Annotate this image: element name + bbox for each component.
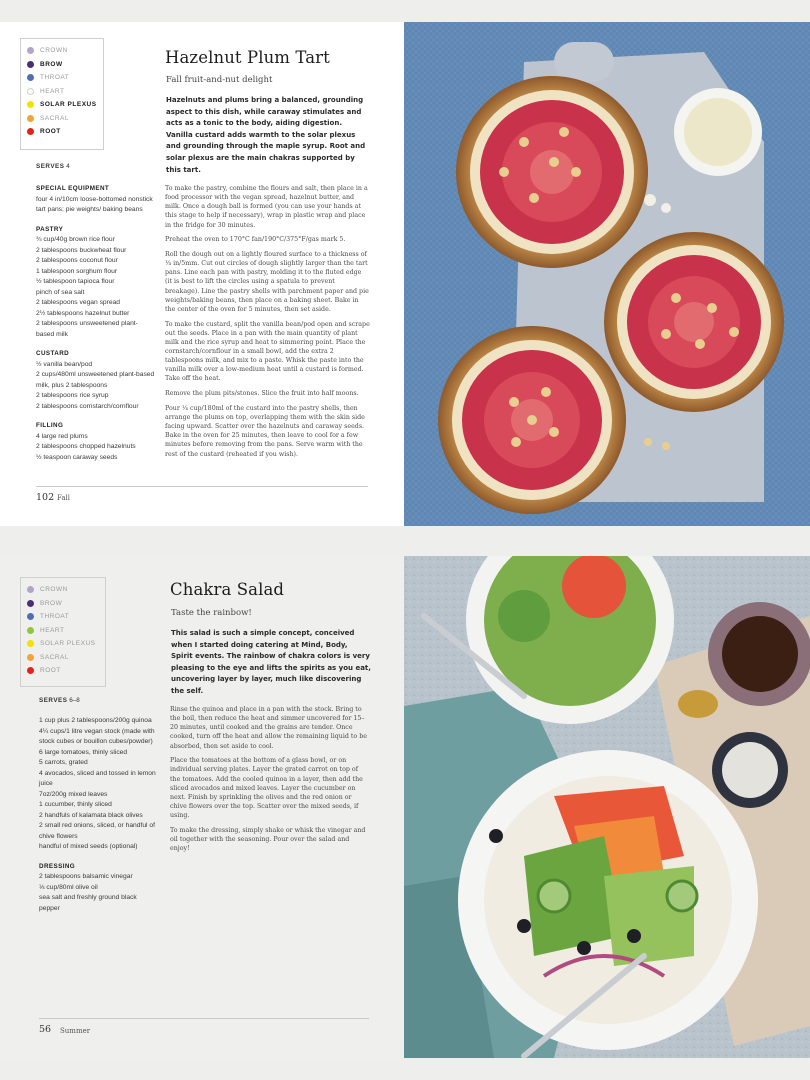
page-number: 56 xyxy=(39,1024,52,1035)
ingredient-line: 2 tablespoons buckwheat flour xyxy=(36,246,127,254)
method-step: Remove the plum pits/stones. Slice the fruit into half moons. xyxy=(165,390,359,398)
ingredient-line: 1 cucumber, thinly sliced xyxy=(39,801,112,808)
tart-1 xyxy=(456,76,648,268)
key-label: SOLAR PLEXUS xyxy=(40,101,97,109)
key-label: CROWN xyxy=(40,586,68,594)
chakra-key xyxy=(20,577,106,687)
heart-dot-icon xyxy=(27,627,34,634)
footer-rule xyxy=(39,1018,369,1019)
section-name: Fall xyxy=(57,494,71,502)
salad-text-page xyxy=(0,556,404,1058)
serves-info xyxy=(39,697,80,704)
key-item-heart xyxy=(27,624,99,638)
key-label: CROWN xyxy=(40,47,68,55)
ingredient-line: handful of mixed seeds (optional) xyxy=(39,843,138,850)
method-step: Roll the dough out on a lightly floured surface to a thickness of ¼ in/5mm. Cut out circles of dough slightly larger than the tart pans. Line each pan with pastry, molding it to the fluted edge (it is best to lift the circles using a spatula to prevent breakage). Line the pastry shells with parchment paper and pie weights/baking beans, then place on a baking sheet. Bake in the center of the oven for 5 minutes, then set aside. xyxy=(165,250,369,313)
ingredient-line: 6 large tomatoes, thinly sliced xyxy=(39,748,128,756)
tart-photo-image xyxy=(404,22,810,526)
root-dot-icon xyxy=(27,667,34,674)
tart-photo xyxy=(404,22,810,526)
chakra-key xyxy=(20,38,104,150)
key-item-crown xyxy=(27,583,99,597)
ingredient-line: 2 tablespoons rice syrup xyxy=(36,392,109,399)
serves-value: 4 xyxy=(66,163,70,170)
ingredient-line: 2 handfuls of kalamata black olives xyxy=(39,811,143,819)
key-label: BROW xyxy=(40,599,63,607)
key-item-solar-plexus xyxy=(27,98,97,112)
heart-dot-icon xyxy=(27,88,34,95)
solar-plexus-dot-icon xyxy=(27,101,34,108)
ingredient-line: 2 tablespoons vegan spread xyxy=(36,299,121,306)
key-label: SOLAR PLEXUS xyxy=(40,640,96,648)
salad-photo xyxy=(404,556,810,1058)
method-step: Place the tomatoes at the bottom of a glass bowl, or on individual serving plates. Layer the grated carrot on top of the tomatoes. Add the cooled quinoa in a layer, then add the sliced avocados and mixed leaves. Layer the cucumber on next. Finish by sprinkling the olives and the red onion or chive flowers over the top. Scatter over the mixed seeds, if using. xyxy=(170,757,363,820)
key-label: BROW xyxy=(40,60,63,68)
recipe-subtitle: Taste the rainbow! xyxy=(171,608,252,618)
method-text xyxy=(170,705,370,859)
ingredient-line: 1 cup plus 2 tablespoons/200g quinoa xyxy=(39,717,152,724)
key-label: ROOT xyxy=(40,128,61,136)
key-item-throat xyxy=(27,610,99,624)
ingredient-line: 2 cups/480ml unsweetened plant-based milk, plus 2 tablespoons xyxy=(36,371,155,389)
key-item-solar-plexus xyxy=(27,637,99,651)
ingredient-line: sea salt and freshly ground black pepper xyxy=(39,894,137,912)
ingredient-line: 2 tablespoons cornstarch/cornflour xyxy=(36,402,139,410)
ingredient-line: 2 tablespoons coconut flour xyxy=(36,257,118,264)
brow-dot-icon xyxy=(27,600,34,607)
sacral-dot-icon xyxy=(27,654,34,661)
salad-photo-image xyxy=(404,556,810,1058)
ingredient-line: 2 tablespoons unsweetened plant-based milk xyxy=(36,320,138,338)
crown-dot-icon xyxy=(27,47,34,54)
method-step: Pour ¼ cup/180ml of the custard into the pastry shells, then arrange the plums on top, overlapping them with the skin side facing upward. Scatter over the hazelnuts and caraway seeds. Bake in the oven for 25 minutes, then leave to cool for a few minutes before removing from the pans. Serve warm with the rest of the custard (reheated if you wish). xyxy=(165,404,365,458)
ingredient-line: 2 tablespoons balsamic vinegar xyxy=(39,873,133,880)
serves-label: SERVES xyxy=(39,697,68,704)
ingredient-line: 2 small red onions, sliced, or handful of chive flowers xyxy=(39,822,155,840)
key-item-sacral xyxy=(27,651,99,665)
salad-spread xyxy=(0,556,810,1058)
method-step: To make the pastry, combine the flours and salt, then place in a food processor with the vegan spread, hazelnut butter, and milk. Once a dough ball is formed (you can use your hands at this stage to help if necessary), wrap in plastic wrap and place in the fridge for 30 minutes. xyxy=(165,185,368,229)
method-step: Rinse the quinoa and place in a pan with the stock. Bring to the boil, then reduce the heat and simmer uncovered for 15–20 minutes, until cooked and the grains are tender. Once cooked, turn off the heat and allow the remaining liquid to be absorbed, then set aside to cool. xyxy=(170,706,367,750)
ingredient-line: 7oz/200g mixed leaves xyxy=(39,790,108,798)
ingredient-line: 1 tablespoon sorghum flour xyxy=(36,267,118,275)
root-dot-icon xyxy=(27,128,34,135)
ingredient-line: pinch of sea salt xyxy=(36,288,85,296)
serves-info xyxy=(36,163,70,170)
key-item-crown xyxy=(27,44,97,58)
ingredient-line: 2½ tablespoons hazelnut butter xyxy=(36,309,130,317)
recipe-title: Chakra Salad xyxy=(170,580,285,599)
recipe-intro: This salad is such a simple concept, conceived when I started doing catering at Mind, Body, Spirit events. The rainbow of chakra colors is very pleasing to the eye and lifts the spirits as you eat, uncovering layer by layer, much like discovering the self. xyxy=(171,629,371,695)
ingredient-line: ½ vanilla bean/pod xyxy=(36,360,93,368)
ingredient-line: 4¼ cups/1 litre vegan stock (made with stock cubes or bouillon cubes/powder) xyxy=(39,727,155,745)
ingredients-list xyxy=(36,184,156,463)
key-item-root xyxy=(27,125,97,139)
ingredients-heading: CUSTARD xyxy=(36,350,70,357)
throat-dot-icon xyxy=(27,613,34,620)
method-step: To make the dressing, simply shake or whisk the vinegar and oil together with the seasoning. Pour over the salad and enjoy! xyxy=(170,826,366,853)
crown-dot-icon xyxy=(27,586,34,593)
key-item-throat xyxy=(27,71,97,85)
key-label: SACRAL xyxy=(40,653,70,661)
method-step: To make the custard, split the vanilla bean/pod open and scrape out the seeds. Place in a pan with the main quantity of plant milk and the rice syrup and heat to simmering point. Place the cornstarch/cornflour in a small bowl, add the extra 2 tablespoons milk, and mix to a paste. Whisk the paste into the vanilla milk over a low-medium heat until a custard is formed. Take off the heat. xyxy=(165,320,370,383)
method-step: Preheat the oven to 170°C fan/190°C/375°F/gas mark 5. xyxy=(165,236,346,244)
ingredient-line: 4 large red plums xyxy=(36,432,88,440)
ingredients-heading: FILLING xyxy=(36,422,64,429)
key-label: THROAT xyxy=(40,613,70,621)
key-item-heart xyxy=(27,85,97,99)
ingredients-heading: SPECIAL EQUIPMENT xyxy=(36,185,110,192)
method-text xyxy=(165,184,370,464)
ingredients-heading: DRESSING xyxy=(39,862,76,870)
serves-label: SERVES xyxy=(36,163,65,170)
ingredients-list xyxy=(39,716,159,914)
tart-spread xyxy=(0,22,810,526)
key-label: HEART xyxy=(40,626,65,634)
page-number: 102 xyxy=(36,492,55,503)
key-item-brow xyxy=(27,58,97,72)
key-item-sacral xyxy=(27,112,97,126)
key-label: HEART xyxy=(40,87,65,95)
recipe-intro: Hazelnuts and plums bring a balanced, grounding aspect to this dish, while caraway stimulates and acts as a tonic to the body, aiding digestion. Vanilla custard adds warmth to the solar plexus and grounding through the maple syrup. Root and solar plexus are the main chakras supported by this tart. xyxy=(166,96,366,174)
solar-plexus-dot-icon xyxy=(27,640,34,647)
ingredient-line: four 4 in/10cm loose-bottomed nonstick tart pans; pie weights/ baking beans xyxy=(36,195,153,213)
ingredient-line: 4 avocados, sliced and tossed in lemon juice xyxy=(39,769,156,787)
key-label: SACRAL xyxy=(40,114,70,122)
key-item-root xyxy=(27,664,99,678)
footer-rule xyxy=(36,486,368,487)
ingredient-line: ½ teaspoon caraway seeds xyxy=(36,453,118,461)
throat-dot-icon xyxy=(27,74,34,81)
recipe-subtitle: Fall fruit-and-nut delight xyxy=(166,75,273,85)
recipe-title: Hazelnut Plum Tart xyxy=(165,48,330,67)
key-label: THROAT xyxy=(40,74,70,82)
ingredient-line: 5 carrots, grated xyxy=(39,759,88,766)
section-name: Summer xyxy=(60,1027,91,1035)
tart-text-page xyxy=(0,22,404,526)
ingredients-heading: PASTRY xyxy=(36,225,64,233)
key-item-brow xyxy=(27,597,99,611)
plate-main xyxy=(458,750,758,1050)
ingredient-line: ½ tablespoon tapioca flour xyxy=(36,278,115,285)
sacral-dot-icon xyxy=(27,115,34,122)
serves-value: 6–8 xyxy=(69,697,80,704)
ingredient-line: ¾ cup/40g brown rice flour xyxy=(36,236,115,243)
key-label: ROOT xyxy=(40,667,61,675)
ingredient-line: 2 tablespoons chopped hazelnuts xyxy=(36,443,136,450)
ingredient-line: ⅓ cup/80ml olive oil xyxy=(39,883,98,891)
tart-2 xyxy=(604,232,784,412)
brow-dot-icon xyxy=(27,61,34,68)
